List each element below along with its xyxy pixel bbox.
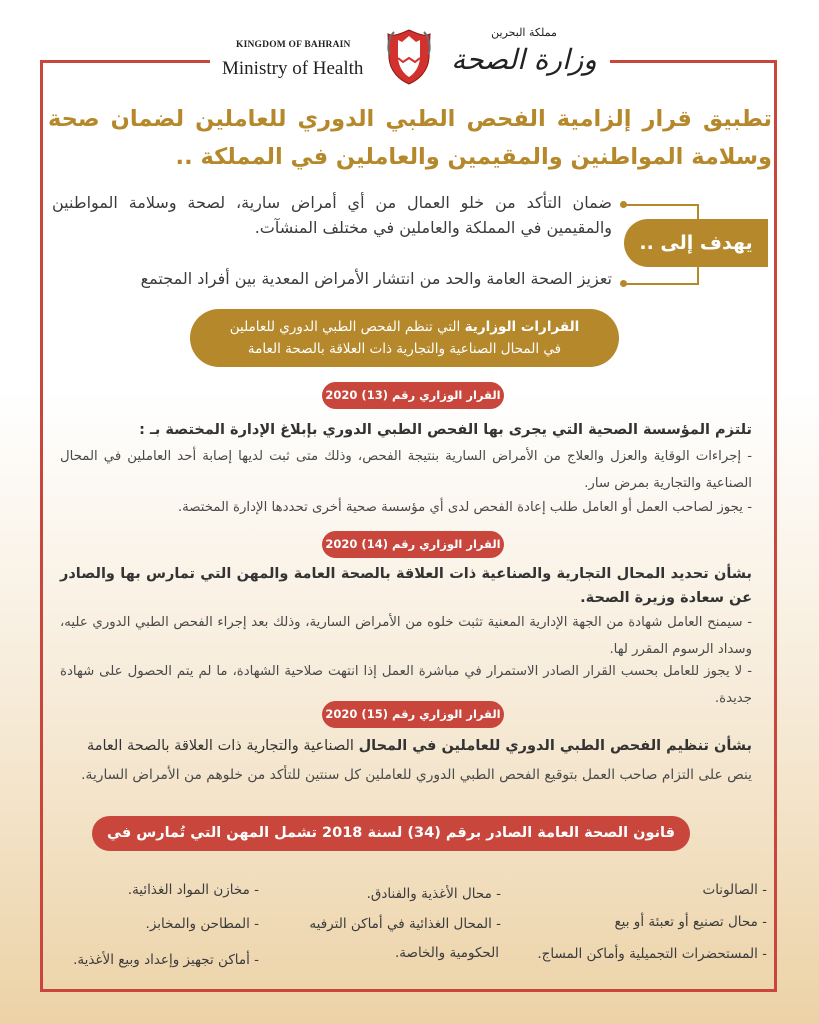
decision-13-heading: تلتزم المؤسسة الصحية التي يجرى بها الفحص الطبي الدوري بإبلاغ الإدارة المختصة بـ : <box>139 422 752 438</box>
decision-14-item: - لا يجوز للعامل بحسب القرار الصادر الاستمرار في مباشرة العمل إذا انتهت صلاحية الشهادة، ما لم يتم الحصول على شهادة جديدة. <box>60 664 752 706</box>
job-item: - أماكن تجهيز وإعداد وبيع الأغذية. <box>73 952 259 968</box>
aims-connector-bottom <box>624 283 699 285</box>
decision-15-heading-rest: الصناعية والتجارية ذات العلاقة بالصحة العامة <box>86 738 359 754</box>
decisions-title-rest: التي تنظم الفحص الطبي الدوري للعاملين <box>229 319 465 335</box>
bahrain-emblem-icon <box>386 28 432 86</box>
decision-13-item: - يجوز لصاحب العمل أو العامل طلب إعادة الفحص لدى أي مؤسسة صحية أخرى تحددها الإدارة المختصة. <box>177 500 752 515</box>
aim-item: تعزيز الصحة العامة والحد من انتشار الأمراض المعدية بين أفراد المجتمع <box>140 269 612 288</box>
decision-13-item: - إجراءات الوقاية والعزل والعلاج من الأمراض السارية بنتيجة الفحص، وذلك متى ثبت لديها إصابة أحد العاملين في المحال الصناعية والتجارية بمرض سار. <box>60 449 752 491</box>
decisions-banner <box>190 309 619 367</box>
decision-13-badge: القرار الوزاري رقم (13) 2020 <box>322 382 504 409</box>
bullet-dot <box>620 280 627 287</box>
job-item: - المطاحن والمخابز. <box>145 916 259 932</box>
decision-14-badge: القرار الوزاري رقم (14) 2020 <box>322 531 504 558</box>
aims-connector-top <box>624 204 699 206</box>
job-item: - المستحضرات التجميلية وأماكن المساج. <box>537 946 767 962</box>
decisions-title-bold: القرارات الوزارية <box>464 319 580 335</box>
decision-15-heading-bold: بشأن تنظيم الفحص الطبي الدوري للعاملين في المحال <box>358 738 752 754</box>
ministry-label: Ministry of Health <box>222 58 364 79</box>
decision-15-badge: القرار الوزاري رقم (15) 2020 <box>322 701 504 728</box>
arabic-ministry-logo <box>444 26 604 88</box>
decision-14-heading: بشأن تحديد المحال التجارية والصناعية ذات العلاقة بالصحة العامة والمهن التي تمارس بها والصادر عن سعادة وزيرة الصحة. <box>60 566 752 606</box>
arabic-kingdom-label: مملكة البحرين <box>491 26 557 39</box>
decisions-subtitle: في المحال الصناعية والتجارية ذات العلاقة بالصحة العامة <box>247 341 562 357</box>
page-title: تطبيق قرار إلزامية الفحص الطبي الدوري للعاملين لضمان صحة وسلامة المواطنين والمقيمين والعاملين في المملكة .. <box>48 106 772 170</box>
job-item: - محال الأغذية والفنادق. <box>366 886 501 902</box>
aim-item: ضمان التأكد من خلو العمال من أي أمراض سارية، لصحة وسلامة المواطنين والمقيمين في المملكة والعاملين في مختلف المنشآت. <box>52 193 612 237</box>
job-item: - المحال الغذائية في أماكن الترفيه <box>309 916 501 932</box>
job-item: الحكومية والخاصة. <box>394 945 499 961</box>
bullet-dot <box>620 201 627 208</box>
law-banner: قانون الصحة العامة الصادر برقم (34) لسنة 2018 تشمل المهن التي تُمارس في <box>92 816 690 851</box>
job-item: - مخازن المواد الغذائية. <box>127 882 259 898</box>
kingdom-label: KINGDOM OF BAHRAIN <box>236 40 351 50</box>
aims-badge: يهدف إلى .. <box>624 219 768 267</box>
decision-15-body: ينص على التزام صاحب العمل بتوقيع الفحص الطبي الدوري للعاملين كل سنتين للتأكد من خلوهم من الأمراض السارية. <box>81 767 752 783</box>
job-item: - محال تصنيع أو تعبئة أو بيع <box>614 914 767 930</box>
decision-14-item: - سيمنح العامل شهادة من الجهة الإدارية المعنية تثبت خلوه من الأمراض السارية، وذلك بعد إجراء الفحص الطبي الدوري عليه، وسداد الرسوم المقرر لها. <box>60 615 752 657</box>
decision-15-heading <box>60 734 752 758</box>
job-item: - الصالونات <box>702 882 767 898</box>
arabic-ministry-label: وزارة الصحة <box>451 43 597 76</box>
